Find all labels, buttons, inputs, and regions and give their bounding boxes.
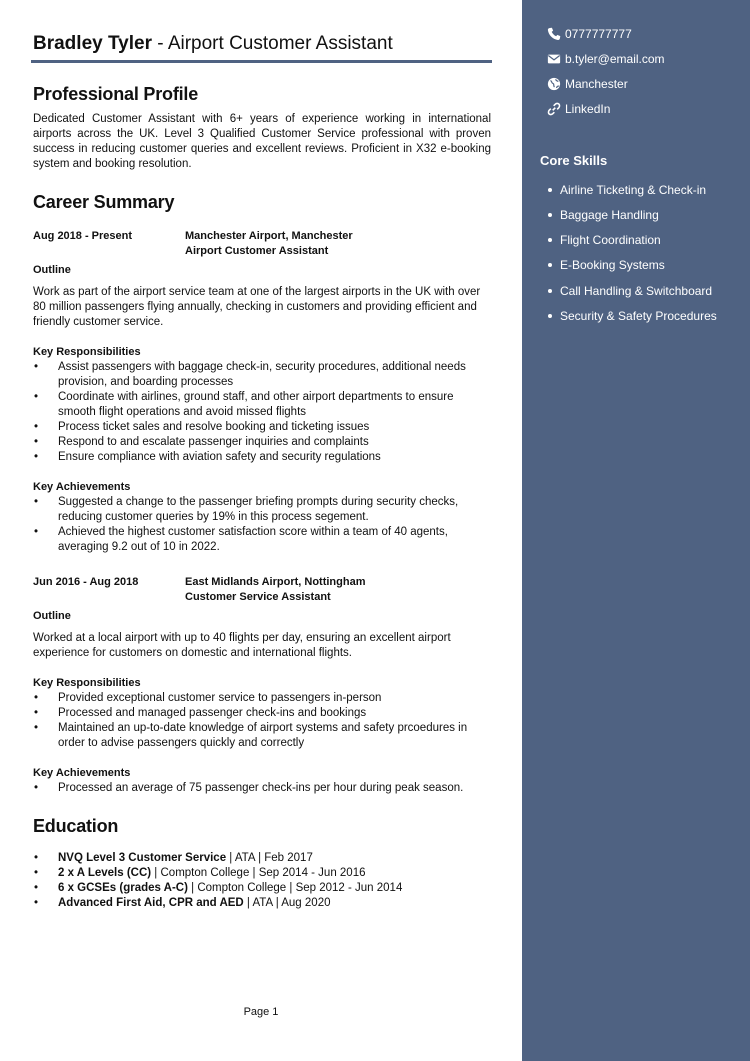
header-divider — [31, 60, 492, 63]
education-heading: Education — [33, 816, 119, 836]
career-heading: Career Summary — [33, 192, 175, 212]
job-dates: Jun 2016 - Aug 2018 — [33, 576, 139, 588]
achievements-list — [33, 781, 491, 796]
bullet-icon — [548, 213, 552, 217]
job-entry — [33, 229, 491, 555]
job-employer: Manchester Airport, Manchester — [185, 230, 353, 242]
candidate-name: Bradley Tyler — [33, 33, 152, 54]
education-qualification: NVQ Level 3 Customer Service — [58, 852, 227, 864]
skill-label: Security & Safety Procedures — [560, 309, 717, 323]
contact-text: 0777777777 — [565, 27, 632, 41]
page-number: Page 1 — [243, 1006, 279, 1018]
responsibilities-label: Key Responsibilities — [33, 346, 141, 358]
job-entry — [33, 575, 491, 796]
contact-text[interactable]: LinkedIn — [565, 102, 611, 116]
job-header — [33, 575, 491, 605]
list-item — [33, 866, 491, 881]
education-qualification: Advanced First Aid, CPR and AED — [58, 897, 244, 909]
job-title: Airport Customer Assistant — [185, 245, 329, 257]
outline-label: Outline — [33, 610, 71, 622]
page-title — [33, 30, 491, 58]
education-details: | ATA | Aug 2020 — [243, 897, 331, 909]
sidebar — [522, 0, 750, 1061]
skill-label: Baggage Handling — [560, 208, 659, 222]
list-item: • Process ticket sales and resolve booking and ticketing issues — [33, 420, 491, 435]
education-list — [33, 851, 491, 911]
skill-item — [548, 183, 706, 197]
list-item: • Coordinate with airlines, ground staff, and other airport departments to ensure smooth flight operations and avoid missed flights — [33, 390, 491, 420]
skill-label: E-Booking Systems — [560, 258, 665, 272]
list-item — [33, 851, 491, 866]
list-item — [33, 896, 491, 911]
list-item: • Ensure compliance with aviation safety and security regulations — [33, 450, 491, 465]
education-qualification: 6 x GCSEs (grades A-C) — [58, 882, 188, 894]
education-details: | Compton College | Sep 2014 - Jun 2016 — [151, 867, 366, 879]
skill-item — [548, 284, 712, 298]
profile-heading: Professional Profile — [33, 84, 199, 104]
title-separator: - — [151, 33, 168, 54]
education-qualification: 2 x A Levels (CC) — [58, 867, 152, 879]
job-employer-block — [185, 229, 353, 259]
contact-email[interactable] — [547, 52, 665, 66]
skill-label: Call Handling & Switchboard — [560, 284, 713, 298]
skill-label: Airline Ticketing & Check-in — [560, 183, 707, 197]
bullet-icon — [548, 263, 552, 267]
skill-item — [548, 258, 665, 272]
resume-body — [33, 84, 491, 911]
list-item: • Processed and managed passenger check-ins and bookings — [33, 706, 491, 721]
list-item: • Respond to and escalate passenger inquiries and complaints — [33, 435, 491, 450]
globe-icon — [547, 77, 561, 91]
achievements-label: Key Achievements — [33, 481, 131, 493]
skill-item — [548, 233, 661, 247]
contact-phone — [547, 27, 632, 41]
list-item: • Assist passengers with baggage check-in, security procedures, additional needs provision, and boarding processes — [33, 360, 491, 390]
contact-linkedin[interactable] — [547, 102, 610, 116]
responsibilities-list — [33, 691, 491, 751]
bullet-icon — [548, 289, 552, 293]
education-details: | Compton College | Sep 2012 - Jun 2014 — [187, 882, 403, 894]
skill-label: Flight Coordination — [560, 233, 661, 247]
outline-label: Outline — [33, 264, 71, 276]
job-header — [33, 229, 491, 259]
job-outline: Work as part of the airport service team at one of the largest airports in the UK with over 80 million passengers flying annually, checking in customers and providing efficient and friendly customer service. — [33, 286, 481, 328]
job-employer-block — [185, 575, 366, 605]
bullet-icon — [548, 188, 552, 192]
skill-item — [548, 309, 717, 323]
skill-item — [548, 208, 659, 222]
profile-text: Dedicated Customer Assistant with 6+ years of experience working in international airports across the UK. Level 3 Qualified Customer Service professional with proven success in reducing customer queries and excellent reviews. Proficient in X32 e-booking system and booking resolution. — [33, 113, 491, 170]
list-item: • Suggested a change to the passenger briefing prompts during security checks, reducing customer queries by 19% in this process segement. — [33, 495, 491, 525]
list-item: • Achieved the highest customer satisfaction score within a team of 40 agents, averaging 9.2 out of 10 in 2022. — [33, 525, 491, 555]
responsibilities-list — [33, 360, 491, 465]
job-outline: Worked at a local airport with up to 40 flights per day, ensuring an excellent airport experience for customers on domestic and international flights. — [33, 632, 451, 659]
phone-icon — [547, 27, 561, 41]
job-employer: East Midlands Airport, Nottingham — [185, 576, 366, 588]
list-item: • Provided exceptional customer service to passengers in-person — [33, 691, 491, 706]
main-column — [33, 30, 491, 58]
envelope-icon — [547, 52, 561, 66]
link-icon — [547, 102, 561, 116]
job-title: Customer Service Assistant — [185, 591, 331, 603]
skills-heading: Core Skills — [540, 153, 608, 168]
achievements-list — [33, 495, 491, 555]
list-item: • Maintained an up-to-date knowledge of airport systems and safety prcoedures in order to advise passengers quickly and correctly — [33, 721, 491, 751]
education-details: | ATA | Feb 2017 — [226, 852, 313, 864]
candidate-role: Airport Customer Assistant — [167, 33, 393, 54]
bullet-icon — [548, 314, 552, 318]
responsibilities-label: Key Responsibilities — [33, 677, 141, 689]
list-item: • Processed an average of 75 passenger check-ins per hour during peak season. — [33, 781, 491, 796]
achievements-label: Key Achievements — [33, 767, 131, 779]
bullet-icon — [548, 238, 552, 242]
job-dates: Aug 2018 - Present — [33, 230, 133, 242]
contact-text: Manchester — [565, 77, 628, 91]
contact-text[interactable]: b.tyler@email.com — [565, 52, 665, 66]
contact-location — [547, 77, 628, 91]
list-item — [33, 881, 491, 896]
